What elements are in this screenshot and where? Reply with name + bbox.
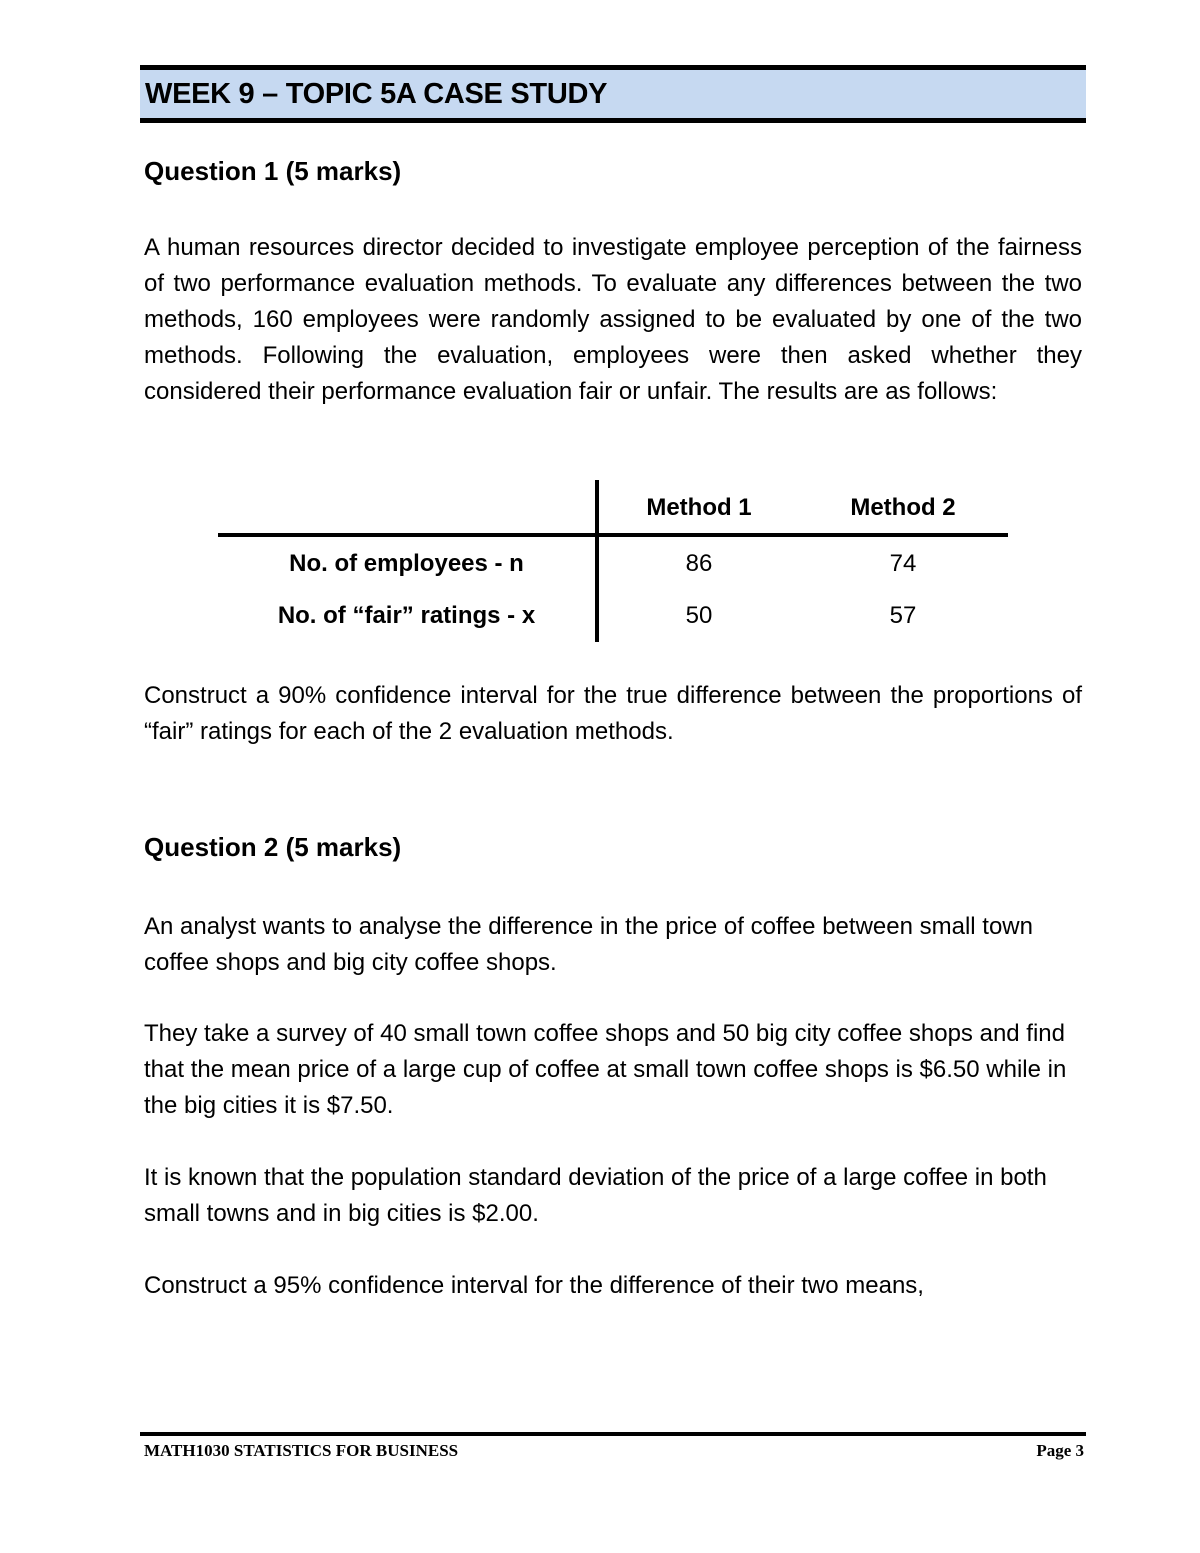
question-2-task: Construct a 95% confidence interval for the difference of their two means, xyxy=(144,1272,924,1299)
footer-rule xyxy=(140,1432,1086,1436)
page-title: WEEK 9 – TOPIC 5A CASE STUDY xyxy=(145,78,608,110)
question-1-intro: A human resources director decided to investigate employee perception of the fairness of two performance evaluation methods. To evaluate any differences between the two methods, 160 employees were randomly assigned to be evaluated by one of the two methods. Following the evaluation, employees were then asked whether they considered their performance evaluation fair or unfair. The results are as follows: xyxy=(144,234,1082,405)
question-1-heading: Question 1 (5 marks) xyxy=(144,156,402,186)
question-2-paragraph: They take a survey of 40 small town coffee shops and 50 big city coffee shops and find that the mean price of a large cup of coffee at small town coffee shops is $6.50 while in the big cities it is $7.50. xyxy=(144,1020,1067,1119)
question-2-paragraph: An analyst wants to analyse the difference in the price of coffee between small town coffee shops and big city coffee shops. xyxy=(144,913,1033,976)
table-cell-employees-method-2: 74 xyxy=(889,550,917,577)
footer-page-number: Page 3 xyxy=(1036,1441,1084,1460)
table-header-method-2: Method 2 xyxy=(850,494,956,521)
table-header-method-1: Method 1 xyxy=(646,494,752,521)
table-cell-fair-method-1: 50 xyxy=(685,602,713,629)
footer-course-name: MATH1030 STATISTICS FOR BUSINESS xyxy=(144,1441,459,1460)
question-1-task: Construct a 90% confidence interval for the true difference between the proportions of “fair” ratings for each of the 2 evaluation methods. xyxy=(144,682,1082,745)
question-2-paragraph: It is known that the population standard deviation of the price of a large coffee in both small towns and in big cities is $2.00. xyxy=(144,1164,1047,1227)
table-row-label-fair-ratings: No. of “fair” ratings - x xyxy=(277,602,536,629)
table-row-label-employees: No. of employees - n xyxy=(289,550,524,577)
evaluation-methods-table xyxy=(218,480,1008,642)
table-cell-employees-method-1: 86 xyxy=(685,550,713,577)
page-header-band xyxy=(140,65,1086,123)
table-cell-fair-method-2: 57 xyxy=(889,602,917,629)
question-2-heading: Question 2 (5 marks) xyxy=(144,832,402,862)
table-horizontal-rule xyxy=(218,533,1008,537)
